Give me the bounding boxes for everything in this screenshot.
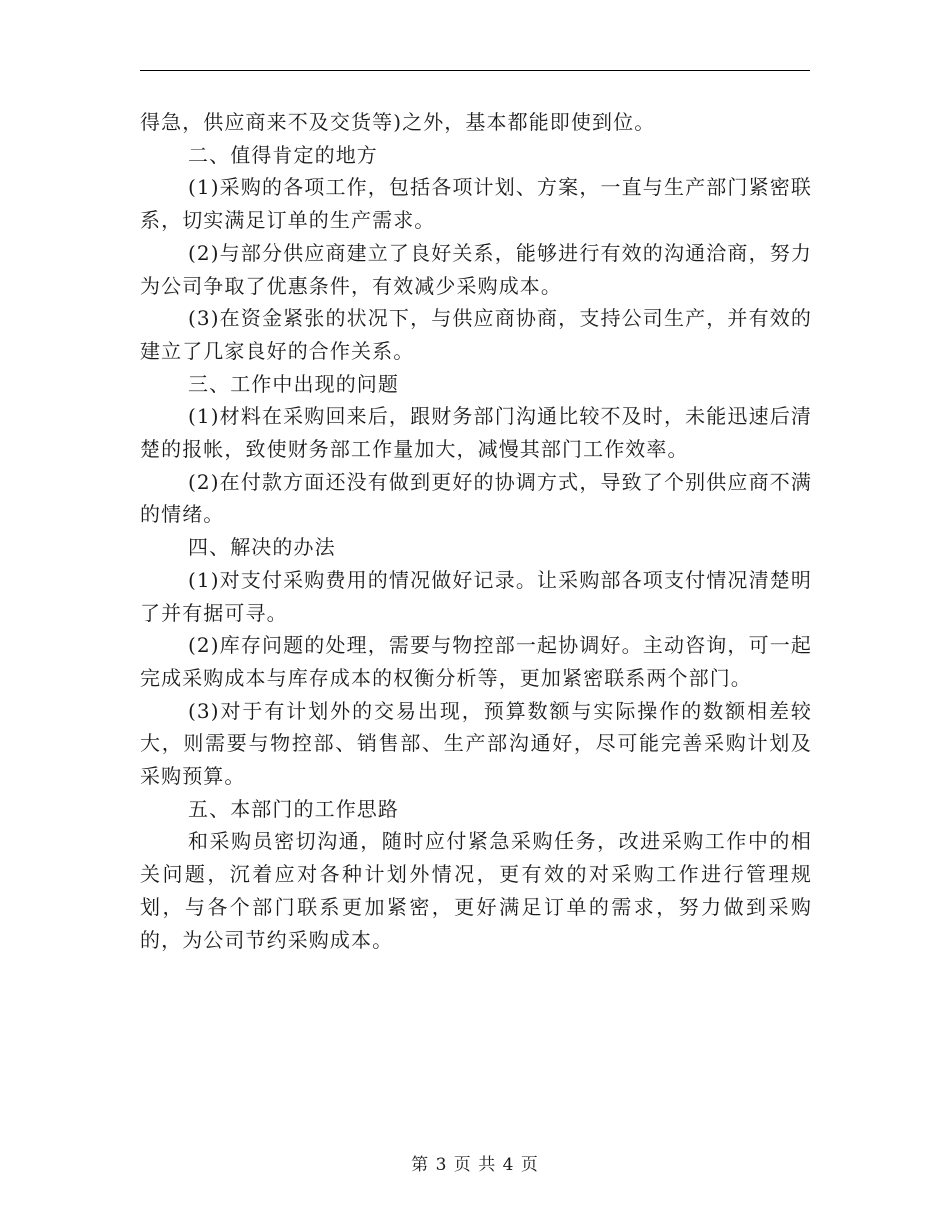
paragraph-4-1: (1)对支付采购费用的情况做好记录。让采购部各项支付情况清楚明了并有据可寻。 [140,567,812,625]
section-heading-4: 四、解决的办法 [188,535,336,560]
paragraph-4-2: (2)库存问题的处理，需要与物控部一起协调好。主动咨询，可一起完成采购成本与库存成本的权衡分析等，更加紧密联系两个部门。 [140,633,812,690]
paragraph-4-3: (3)对于有计划外的交易出现，预算数额与实际操作的数额相差较大，则需要与物控部、销售部、生产部沟通好，尽可能完善采购计划及采购预算。 [140,698,812,789]
paragraph-3-2: (2)在付款方面还没有做到更好的协调方式，导致了个别供应商不满的情绪。 [140,469,812,527]
section-heading-5: 五、本部门的工作思路 [188,796,399,821]
page-number-footer: 第 3 页 共 4 页 [411,1155,539,1175]
paragraph-2-1: (1)采购的各项工作，包括各项计划、方案，一直与生产部门紧密联系，切实满足订单的生产需求。 [140,175,812,233]
paragraph-2-2: (2)与部分供应商建立了良好关系，能够进行有效的沟通洽商，努力为公司争取了优惠条件，有效减少采购成本。 [140,240,812,298]
paragraph-5-1: 和采购员密切沟通，随时应付紧急采购任务，改进采购工作中的相关问题，沉着应对各种计划外情况，更有效的对采购工作进行管理规划，与各个部门联系更加紧密，更好满足订单的需求，努力做到采购的，为公司节约采购成本。 [140,829,812,952]
paragraph-3-1: (1)材料在采购回来后，跟财务部门沟通比较不及时，未能迅速后清楚的报帐，致使财务部工作量加大，减慢其部门工作效率。 [140,404,812,462]
section-heading-2: 二、值得肯定的地方 [188,142,378,167]
document-body [140,106,812,956]
paragraph-2-3: (3)在资金紧张的状况下，与供应商协商，支持公司生产，并有效的建立了几家良好的合作关系。 [140,306,812,363]
header-rule [140,70,810,71]
section-heading-3: 三、工作中出现的问题 [188,371,399,396]
paragraph-continuation: 得急，供应商来不及交货等)之外，基本都能即使到位。 [140,110,656,134]
